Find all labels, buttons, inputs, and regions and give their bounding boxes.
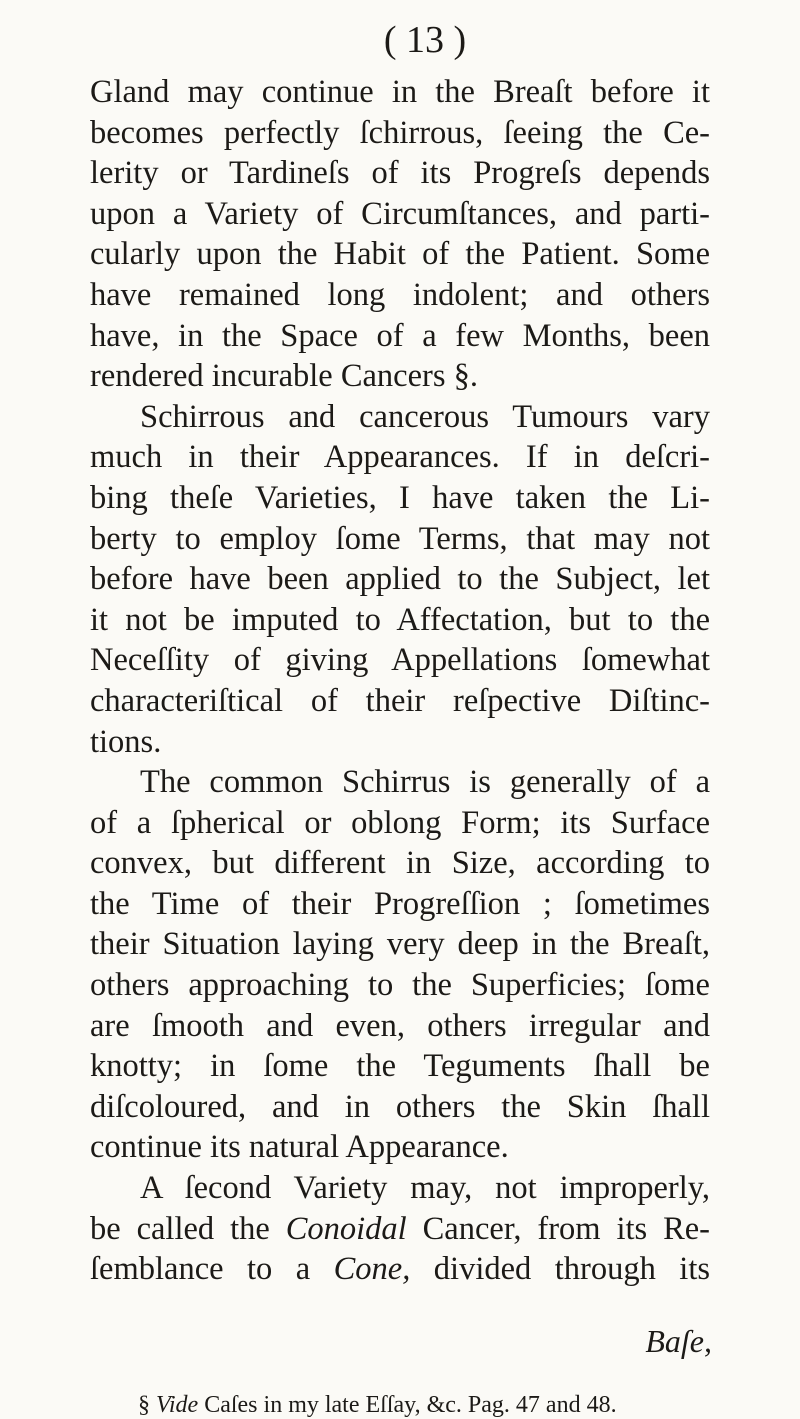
text-line: much in their Appearances. If in deſcri- — [90, 439, 710, 476]
text-line: convex, but different in Size, according to — [90, 845, 710, 882]
text-line: diſcoloured, and in others the Skin ſhall — [90, 1088, 710, 1125]
body-text — [90, 72, 710, 1290]
text-line: bing theſe Varieties, I have taken the Li- — [90, 479, 710, 516]
text-line: have, in the Space of a few Months, been — [90, 317, 710, 354]
text-line: Gland may continue in the Breaſt before it — [90, 74, 710, 110]
text-line — [90, 1209, 710, 1250]
text-line: before have been applied to the Subject, let — [90, 561, 710, 598]
text-line: others approaching to the Superficies; ſome — [90, 967, 710, 1004]
text-line: continue its natural Appearance. — [90, 1129, 509, 1166]
text-line: it not be imputed to Affectation, but to the — [90, 601, 710, 638]
italic-term: Conoidal — [285, 1210, 407, 1247]
text-line: rendered incurable Cancers §. — [90, 358, 479, 395]
text-line: are ſmooth and even, others irregular and — [90, 1007, 710, 1044]
italic-term: Cone, — [333, 1251, 411, 1288]
text-line: their Situation laying very deep in the Breaſt, — [90, 926, 710, 963]
text-segment: be called the — [90, 1210, 286, 1247]
footnote-vide: Vide — [156, 1392, 199, 1418]
text-line: Neceſſity of giving Appellations ſomewhat — [90, 642, 710, 679]
text-segment: Cancer, from its Re- — [406, 1210, 711, 1247]
text-line: The common Schirrus is generally of a — [140, 764, 710, 801]
footnote — [138, 1392, 617, 1419]
text-line: Schirrous and cancerous Tumours vary — [140, 398, 710, 435]
text-segment: ſemblance to a — [90, 1251, 334, 1288]
text-line: knotty; in ſome the Teguments ſhall be — [90, 1048, 710, 1085]
page-number: ( 13 ) — [383, 19, 467, 61]
text-line — [90, 1249, 710, 1290]
text-segment: divided through its — [410, 1251, 710, 1288]
text-line: have remained long indolent; and others — [90, 276, 710, 313]
text-line: cularly upon the Habit of the Patient. Some — [90, 236, 710, 273]
footnote-mark: § — [138, 1392, 156, 1418]
text-line: characteriſtical of their reſpective Diſtinc- — [90, 682, 710, 719]
text-line: of a ſpherical or oblong Form; its Surface — [90, 804, 710, 841]
text-line: lerity or Tardineſs of its Progreſs depends — [90, 155, 710, 192]
text-line: upon a Variety of Circumſtances, and parti- — [90, 195, 710, 232]
text-line: A ſecond Variety may, not improperly, — [140, 1170, 710, 1207]
text-line: berty to employ ſome Terms, that may not — [90, 520, 710, 557]
catchword: Baſe, — [645, 1323, 712, 1359]
text-line: tions. — [90, 723, 162, 760]
text-line: the Time of their Progreſſion ; ſometimes — [90, 885, 710, 922]
footnote-text: Caſes in my late Eſſay, &c. Pag. 47 and 48. — [198, 1392, 617, 1418]
text-line: becomes perfectly ſchirrous, ſeeing the Ce- — [90, 114, 710, 151]
